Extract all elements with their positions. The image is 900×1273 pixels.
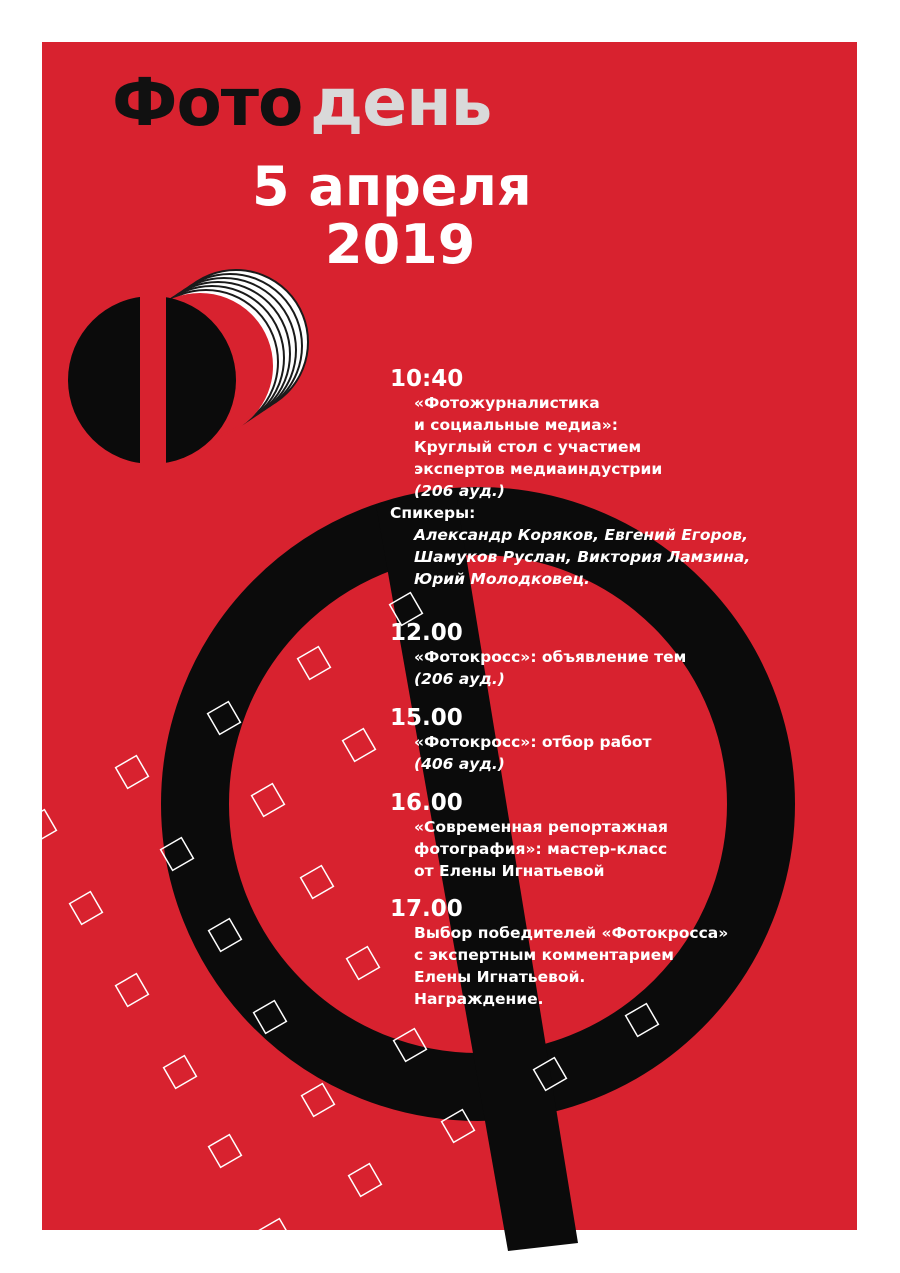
schedule-event-2 [390, 620, 686, 690]
speakers-line: Юрий Молодковец. [414, 570, 590, 588]
event-line: «Фотокросс»: объявление тем [414, 648, 687, 666]
event-time: 17.00 [390, 896, 463, 922]
event-room: (206 ауд.) [414, 670, 505, 688]
title-den: день [310, 64, 492, 141]
schedule-event-3 [390, 705, 652, 775]
event-line: «Фотокросс»: отбор работ [414, 733, 652, 751]
small-logo-graphic [68, 262, 308, 506]
logo-phi-serif [136, 262, 172, 270]
speakers-label: Спикеры: [390, 504, 476, 522]
event-line: Круглый стол с участием [414, 438, 642, 456]
schedule-event-5 [390, 896, 728, 1010]
event-line: от Елены Игнатьевой [414, 862, 605, 880]
event-time: 16.00 [390, 790, 463, 816]
event-line: Елены Игнатьевой. [414, 968, 586, 986]
title-foto: Фото [112, 64, 303, 141]
event-line: фотография»: мастер-класс [414, 840, 668, 858]
logo-phi-stem [140, 262, 166, 506]
event-time: 12.00 [390, 620, 463, 646]
event-line: и социальные медиа»: [414, 416, 618, 434]
speakers-line: Александр Коряков, Евгений Егоров, [414, 526, 748, 544]
date-year: 2019 [325, 213, 476, 276]
event-line: «Современная репортажная [414, 818, 668, 836]
event-line: «Фотожурналистика [414, 394, 600, 412]
schedule-event-4 [390, 790, 668, 882]
event-room: (406 ауд.) [414, 755, 505, 773]
event-line: с экспертным комментарием [414, 946, 674, 964]
event-line: Выбор победителей «Фотокросса» [414, 924, 729, 942]
event-time: 15.00 [390, 705, 463, 731]
event-line: экспертов медиаиндустрии [414, 460, 663, 478]
event-line: Награждение. [414, 990, 544, 1008]
event-time: 10:40 [390, 366, 464, 392]
speakers-line: Шамуков Руслан, Виктория Ламзина, [414, 548, 751, 566]
schedule-event-1 [390, 366, 750, 590]
date-day: 5 апреля [252, 155, 532, 218]
event-room: (206 ауд.) [414, 482, 505, 500]
